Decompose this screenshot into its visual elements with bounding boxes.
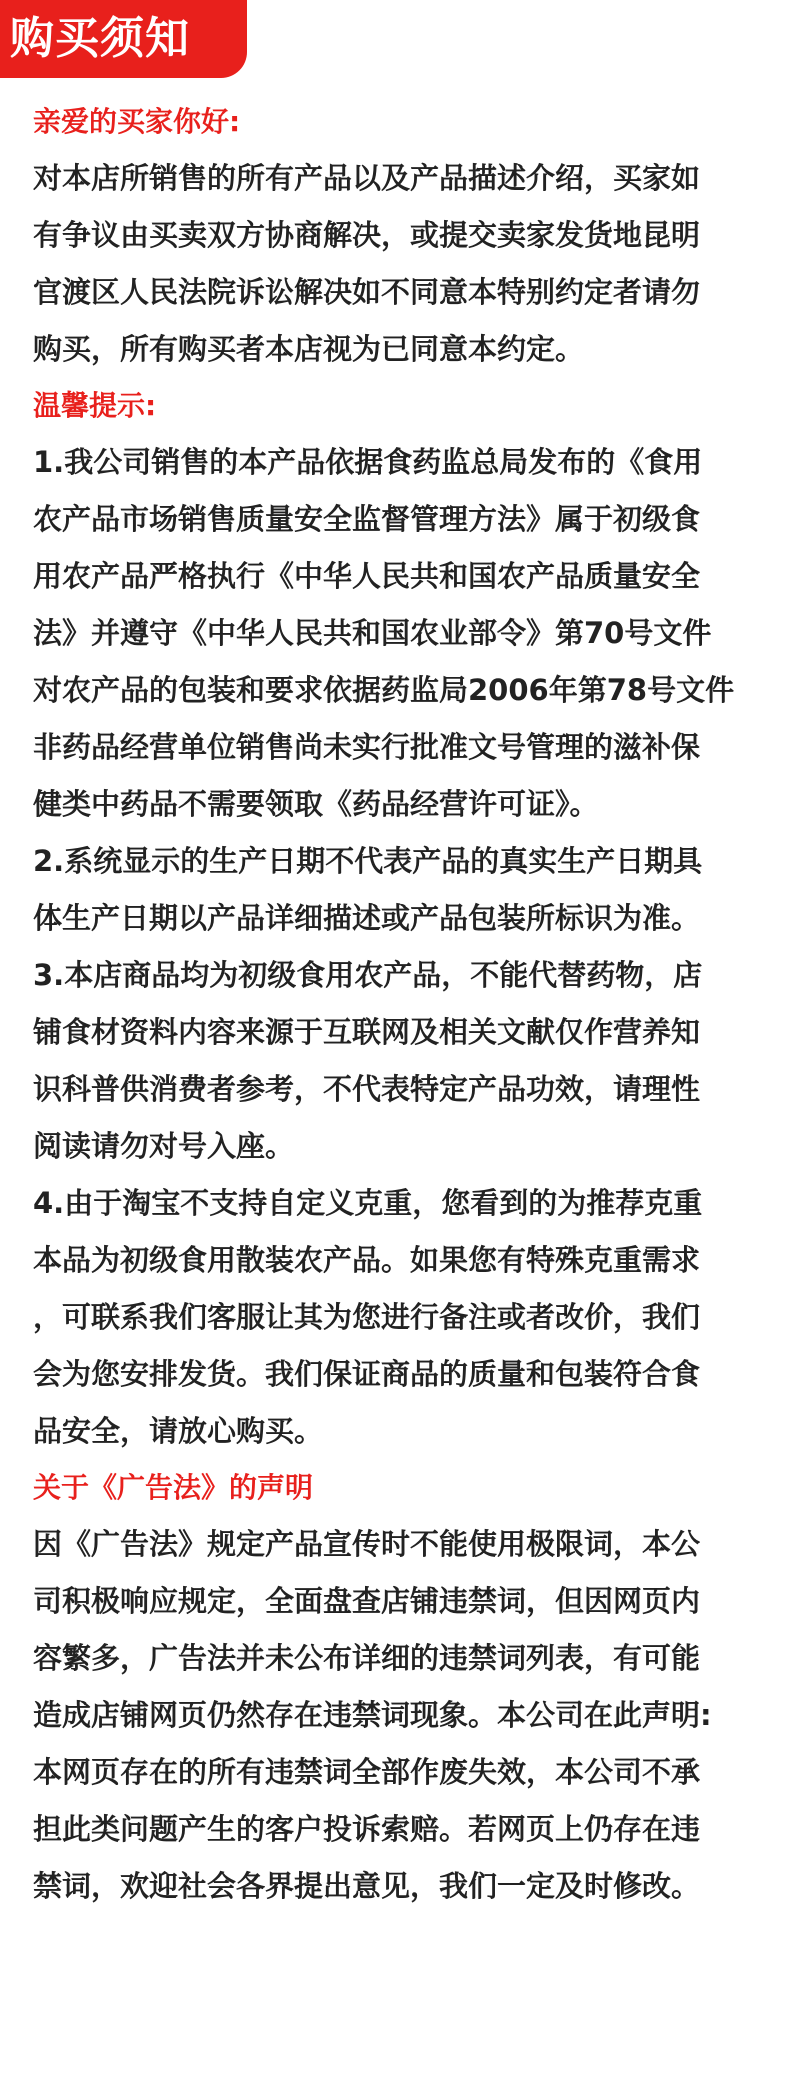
text-line: 对本店所销售的所有产品以及产品描述介绍，买家如 — [33, 161, 701, 195]
section-heading: 关于《广告法》的声明 — [33, 1471, 314, 1504]
text-line: 禁词，欢迎社会各界提出意见，我们一定及时修改。 — [33, 1869, 701, 1903]
notice-content — [33, 94, 773, 1915]
text-line: ，可联系我们客服让其为您进行备注或者改价，我们 — [33, 1300, 701, 1334]
text-line: 担此类问题产生的客户投诉索赔。若网页上仍存在违 — [33, 1812, 701, 1846]
text-line: 法》并遵守《中华人民共和国农业部令》第70号文件 — [33, 616, 712, 650]
text-line: 司积极响应规定，全面盘查店铺违禁词，但因网页内 — [33, 1584, 701, 1618]
text-line: 官渡区人民法院诉讼解决如不同意本特别约定者请勿 — [33, 275, 701, 309]
header-tab — [0, 0, 247, 78]
text-line: 对农产品的包装和要求依据药监局2006年第78号文件 — [33, 673, 735, 707]
section-ad-law-statement — [33, 1460, 773, 1915]
text-line: 农产品市场销售质量安全监督管理方法》属于初级食 — [33, 502, 701, 536]
text-line: 2.系统显示的生产日期不代表产品的真实生产日期具 — [33, 844, 703, 878]
text-line: 1.我公司销售的本产品依据食药监总局发布的《食用 — [33, 445, 703, 479]
text-line: 铺食材资料内容来源于互联网及相关文献仅作营养知 — [33, 1015, 701, 1049]
section-heading: 亲爱的买家你好: — [33, 105, 241, 138]
section-tips — [33, 378, 773, 1460]
text-line: 非药品经营单位销售尚未实行批准文号管理的滋补保 — [33, 730, 701, 764]
text-line: 容繁多，广告法并未公布详细的违禁词列表，有可能 — [33, 1641, 701, 1675]
section-greeting — [33, 94, 773, 378]
text-line: 品安全，请放心购买。 — [33, 1414, 324, 1448]
text-line: 4.由于淘宝不支持自定义克重，您看到的为推荐克重 — [33, 1186, 703, 1220]
text-line: 阅读请勿对号入座。 — [33, 1129, 295, 1163]
page-title: 购买须知 — [10, 13, 190, 64]
section-heading: 温馨提示: — [33, 389, 157, 422]
text-line: 健类中药品不需要领取《药品经营许可证》。 — [33, 787, 599, 821]
text-line: 购买，所有购买者本店视为已同意本约定。 — [33, 332, 585, 366]
text-line: 识科普供消费者参考，不代表特定产品功效，请理性 — [33, 1072, 701, 1106]
text-line: 用农产品严格执行《中华人民共和国农产品质量安全 — [33, 559, 701, 593]
text-line: 体生产日期以产品详细描述或产品包装所标识为准。 — [33, 901, 701, 935]
text-line: 3.本店商品均为初级食用农产品，不能代替药物，店 — [33, 958, 703, 992]
text-line: 有争议由买卖双方协商解决，或提交卖家发货地昆明 — [33, 218, 701, 252]
text-line: 本网页存在的所有违禁词全部作废失效，本公司不承 — [33, 1755, 701, 1789]
text-line: 会为您安排发货。我们保证商品的质量和包装符合食 — [33, 1357, 701, 1391]
text-line: 因《广告法》规定产品宣传时不能使用极限词，本公 — [33, 1527, 701, 1561]
text-line: 造成店铺网页仍然存在违禁词现象。本公司在此声明: — [33, 1698, 712, 1732]
text-line: 本品为初级食用散装农产品。如果您有特殊克重需求 — [33, 1243, 701, 1277]
